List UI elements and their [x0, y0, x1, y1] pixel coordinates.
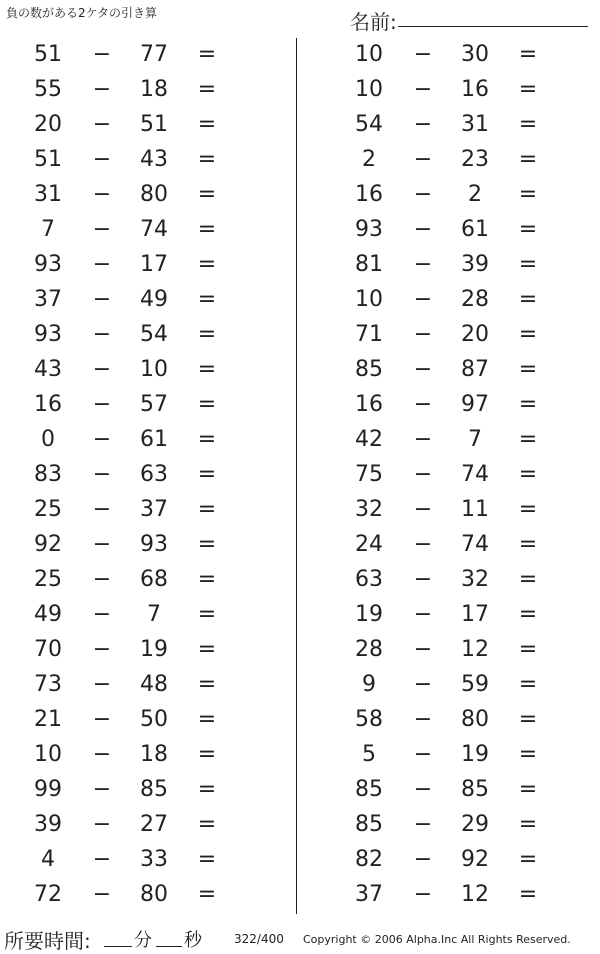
subtrahend: 17 — [461, 602, 489, 627]
minus-sign: − — [413, 777, 433, 802]
subtrahend: 50 — [140, 707, 168, 732]
equals-sign: = — [518, 42, 538, 67]
equals-sign: = — [197, 882, 217, 907]
minuend: 99 — [34, 777, 62, 802]
subtrahend: 80 — [461, 707, 489, 732]
minuend: 71 — [355, 322, 383, 347]
minuend: 28 — [355, 637, 383, 662]
problem-row — [0, 843, 280, 878]
minus-sign: − — [92, 637, 112, 662]
equals-sign: = — [518, 147, 538, 172]
equals-sign: = — [518, 742, 538, 767]
problem-row — [321, 143, 600, 178]
problem-row — [321, 598, 600, 633]
minuend: 72 — [34, 882, 62, 907]
subtrahend: 18 — [140, 77, 168, 102]
equals-sign: = — [518, 637, 538, 662]
minus-sign: − — [413, 812, 433, 837]
minuend: 75 — [355, 462, 383, 487]
name-underline — [398, 26, 588, 27]
left-problem-column — [0, 38, 280, 913]
equals-sign: = — [197, 567, 217, 592]
minuend: 4 — [41, 847, 55, 872]
problem-row — [0, 773, 280, 808]
subtrahend: 23 — [461, 147, 489, 172]
problem-row — [0, 73, 280, 108]
problem-row — [321, 248, 600, 283]
minus-sign: − — [92, 427, 112, 452]
problem-row — [321, 423, 600, 458]
equals-sign: = — [518, 427, 538, 452]
minus-sign: − — [92, 147, 112, 172]
problem-row — [321, 178, 600, 213]
problem-row — [321, 108, 600, 143]
minuend: 63 — [355, 567, 383, 592]
subtrahend: 54 — [140, 322, 168, 347]
subtrahend: 51 — [140, 112, 168, 137]
minuend: 21 — [34, 707, 62, 732]
minus-sign: − — [92, 182, 112, 207]
subtrahend: 27 — [140, 812, 168, 837]
minus-sign: − — [413, 602, 433, 627]
equals-sign: = — [518, 777, 538, 802]
minus-sign: − — [92, 532, 112, 557]
minuend: 7 — [41, 217, 55, 242]
equals-sign: = — [197, 497, 217, 522]
minus-sign: − — [92, 42, 112, 67]
minus-sign: − — [413, 847, 433, 872]
problem-row — [0, 213, 280, 248]
equals-sign: = — [197, 777, 217, 802]
equals-sign: = — [518, 392, 538, 417]
minuend: 0 — [41, 427, 55, 452]
subtrahend: 16 — [461, 77, 489, 102]
subtrahend: 87 — [461, 357, 489, 382]
equals-sign: = — [197, 532, 217, 557]
minus-sign: − — [92, 287, 112, 312]
minuend: 85 — [355, 812, 383, 837]
problem-row — [0, 563, 280, 598]
subtrahend: 11 — [461, 497, 489, 522]
copyright-notice: Copyright © 2006 Alpha.Inc All Rights Reserved. — [303, 933, 571, 946]
problem-row — [321, 563, 600, 598]
equals-sign: = — [197, 812, 217, 837]
problem-row — [321, 353, 600, 388]
subtrahend: 12 — [461, 637, 489, 662]
minus-sign: − — [92, 497, 112, 522]
problem-row — [321, 528, 600, 563]
minuend: 83 — [34, 462, 62, 487]
equals-sign: = — [197, 707, 217, 732]
subtrahend: 19 — [461, 742, 489, 767]
minuend: 93 — [34, 252, 62, 277]
right-problem-column — [321, 38, 600, 913]
minus-sign: − — [92, 672, 112, 697]
minuend: 93 — [34, 322, 62, 347]
minuend: 10 — [355, 287, 383, 312]
minuend: 93 — [355, 217, 383, 242]
equals-sign: = — [197, 357, 217, 382]
problem-row — [321, 213, 600, 248]
page-number: 322/400 — [234, 932, 284, 946]
minuend: 43 — [34, 357, 62, 382]
problem-row — [321, 388, 600, 423]
minuend: 85 — [355, 777, 383, 802]
minus-sign: − — [413, 217, 433, 242]
subtrahend: 7 — [468, 427, 482, 452]
problem-row — [0, 878, 280, 913]
subtrahend: 80 — [140, 882, 168, 907]
minus-sign: − — [92, 392, 112, 417]
equals-sign: = — [518, 357, 538, 382]
minuend: 16 — [355, 392, 383, 417]
subtrahend: 10 — [140, 357, 168, 382]
problem-row — [0, 738, 280, 773]
subtrahend: 12 — [461, 882, 489, 907]
problem-row — [321, 318, 600, 353]
minus-sign: − — [413, 427, 433, 452]
subtrahend: 30 — [461, 42, 489, 67]
minuend: 54 — [355, 112, 383, 137]
minuend: 39 — [34, 812, 62, 837]
equals-sign: = — [197, 637, 217, 662]
seconds-label: 秒 — [184, 930, 202, 951]
equals-sign: = — [197, 252, 217, 277]
minuend: 51 — [34, 147, 62, 172]
minus-sign: − — [413, 322, 433, 347]
equals-sign: = — [197, 217, 217, 242]
minuend: 51 — [34, 42, 62, 67]
minus-sign: − — [413, 287, 433, 312]
equals-sign: = — [197, 462, 217, 487]
minuend: 58 — [355, 707, 383, 732]
problem-row — [0, 668, 280, 703]
equals-sign: = — [197, 322, 217, 347]
equals-sign: = — [197, 392, 217, 417]
minuend: 20 — [34, 112, 62, 137]
minuend: 24 — [355, 532, 383, 557]
name-label: 名前: — [350, 10, 397, 34]
minus-sign: − — [92, 567, 112, 592]
equals-sign: = — [197, 77, 217, 102]
equals-sign: = — [518, 497, 538, 522]
minus-sign: − — [92, 462, 112, 487]
subtrahend: 85 — [461, 777, 489, 802]
minus-sign: − — [413, 392, 433, 417]
problem-row — [0, 808, 280, 843]
minus-sign: − — [92, 777, 112, 802]
equals-sign: = — [518, 462, 538, 487]
problem-row — [0, 283, 280, 318]
minus-sign: − — [92, 252, 112, 277]
minus-sign: − — [413, 252, 433, 277]
problem-row — [321, 73, 600, 108]
problem-row — [321, 283, 600, 318]
subtrahend: 43 — [140, 147, 168, 172]
minuend: 19 — [355, 602, 383, 627]
minus-sign: − — [92, 357, 112, 382]
equals-sign: = — [518, 252, 538, 277]
problem-row — [0, 178, 280, 213]
minus-sign: − — [92, 77, 112, 102]
equals-sign: = — [197, 847, 217, 872]
equals-sign: = — [197, 672, 217, 697]
subtrahend: 61 — [461, 217, 489, 242]
minus-sign: − — [413, 707, 433, 732]
minus-sign: − — [92, 217, 112, 242]
equals-sign: = — [197, 742, 217, 767]
minuend: 37 — [355, 882, 383, 907]
minus-sign: − — [92, 322, 112, 347]
equals-sign: = — [518, 602, 538, 627]
equals-sign: = — [518, 322, 538, 347]
minus-sign: − — [413, 742, 433, 767]
subtrahend: 20 — [461, 322, 489, 347]
minus-sign: − — [413, 112, 433, 137]
subtrahend: 93 — [140, 532, 168, 557]
minuend: 10 — [34, 742, 62, 767]
subtrahend: 61 — [140, 427, 168, 452]
problem-row — [321, 38, 600, 73]
subtrahend: 37 — [140, 497, 168, 522]
subtrahend: 59 — [461, 672, 489, 697]
problem-row — [321, 808, 600, 843]
problem-row — [321, 843, 600, 878]
problem-row — [0, 598, 280, 633]
subtrahend: 80 — [140, 182, 168, 207]
minuend: 70 — [34, 637, 62, 662]
minus-sign: − — [413, 637, 433, 662]
subtrahend: 31 — [461, 112, 489, 137]
minus-sign: − — [92, 742, 112, 767]
minus-sign: − — [413, 182, 433, 207]
subtrahend: 63 — [140, 462, 168, 487]
equals-sign: = — [197, 427, 217, 452]
minuend: 81 — [355, 252, 383, 277]
minuend: 16 — [355, 182, 383, 207]
problem-row — [321, 668, 600, 703]
subtrahend: 74 — [461, 462, 489, 487]
minuend: 55 — [34, 77, 62, 102]
subtrahend: 85 — [140, 777, 168, 802]
problem-row — [321, 878, 600, 913]
problem-row — [0, 528, 280, 563]
minuend: 10 — [355, 77, 383, 102]
equals-sign: = — [518, 182, 538, 207]
equals-sign: = — [518, 707, 538, 732]
problem-row — [0, 703, 280, 738]
minus-sign: − — [413, 357, 433, 382]
subtrahend: 39 — [461, 252, 489, 277]
problem-row — [321, 493, 600, 528]
equals-sign: = — [518, 112, 538, 137]
problem-row — [321, 738, 600, 773]
minus-sign: − — [92, 882, 112, 907]
minus-sign: − — [413, 147, 433, 172]
equals-sign: = — [518, 77, 538, 102]
problem-row — [0, 423, 280, 458]
subtrahend: 77 — [140, 42, 168, 67]
equals-sign: = — [518, 217, 538, 242]
minuend: 10 — [355, 42, 383, 67]
column-divider — [296, 38, 297, 914]
problem-row — [321, 703, 600, 738]
problem-row — [0, 318, 280, 353]
subtrahend: 7 — [147, 602, 161, 627]
problem-row — [0, 108, 280, 143]
minutes-blank — [104, 946, 132, 947]
problem-row — [321, 458, 600, 493]
equals-sign: = — [197, 112, 217, 137]
subtrahend: 19 — [140, 637, 168, 662]
problem-row — [321, 773, 600, 808]
equals-sign: = — [197, 147, 217, 172]
minutes-label: 分 — [134, 930, 152, 951]
minuend: 25 — [34, 497, 62, 522]
minus-sign: − — [92, 847, 112, 872]
subtrahend: 32 — [461, 567, 489, 592]
subtrahend: 28 — [461, 287, 489, 312]
subtrahend: 49 — [140, 287, 168, 312]
minus-sign: − — [92, 602, 112, 627]
minuend: 37 — [34, 287, 62, 312]
equals-sign: = — [518, 812, 538, 837]
equals-sign: = — [518, 532, 538, 557]
minus-sign: − — [413, 532, 433, 557]
seconds-blank — [156, 946, 182, 947]
problem-row — [321, 633, 600, 668]
minus-sign: − — [92, 812, 112, 837]
subtrahend: 68 — [140, 567, 168, 592]
problem-row — [0, 493, 280, 528]
equals-sign: = — [518, 567, 538, 592]
subtrahend: 97 — [461, 392, 489, 417]
minuend: 2 — [362, 147, 376, 172]
subtrahend: 29 — [461, 812, 489, 837]
problem-row — [0, 248, 280, 283]
problem-row — [0, 143, 280, 178]
minus-sign: − — [413, 42, 433, 67]
problem-row — [0, 353, 280, 388]
problem-row — [0, 458, 280, 493]
subtrahend: 57 — [140, 392, 168, 417]
minuend: 32 — [355, 497, 383, 522]
subtrahend: 18 — [140, 742, 168, 767]
minuend: 16 — [34, 392, 62, 417]
minus-sign: − — [413, 77, 433, 102]
minuend: 31 — [34, 182, 62, 207]
equals-sign: = — [518, 882, 538, 907]
minuend: 85 — [355, 357, 383, 382]
problem-row — [0, 38, 280, 73]
problem-row — [0, 388, 280, 423]
equals-sign: = — [518, 672, 538, 697]
minuend: 73 — [34, 672, 62, 697]
minuend: 49 — [34, 602, 62, 627]
subtrahend: 92 — [461, 847, 489, 872]
minuend: 42 — [355, 427, 383, 452]
equals-sign: = — [197, 42, 217, 67]
minuend: 92 — [34, 532, 62, 557]
minuend: 5 — [362, 742, 376, 767]
minus-sign: − — [413, 497, 433, 522]
minus-sign: − — [92, 707, 112, 732]
problem-row — [0, 633, 280, 668]
subtrahend: 33 — [140, 847, 168, 872]
minus-sign: − — [413, 672, 433, 697]
equals-sign: = — [197, 182, 217, 207]
subtrahend: 74 — [461, 532, 489, 557]
minuend: 9 — [362, 672, 376, 697]
minuend: 82 — [355, 847, 383, 872]
equals-sign: = — [518, 847, 538, 872]
subtrahend: 2 — [468, 182, 482, 207]
minus-sign: − — [413, 567, 433, 592]
minus-sign: − — [92, 112, 112, 137]
equals-sign: = — [197, 287, 217, 312]
equals-sign: = — [197, 602, 217, 627]
time-required-label: 所要時間: — [4, 929, 91, 953]
equals-sign: = — [518, 287, 538, 312]
minus-sign: − — [413, 882, 433, 907]
subtrahend: 48 — [140, 672, 168, 697]
worksheet-title: 負の数がある2ケタの引き算 — [6, 6, 158, 20]
subtrahend: 17 — [140, 252, 168, 277]
subtrahend: 74 — [140, 217, 168, 242]
minuend: 25 — [34, 567, 62, 592]
minus-sign: − — [413, 462, 433, 487]
